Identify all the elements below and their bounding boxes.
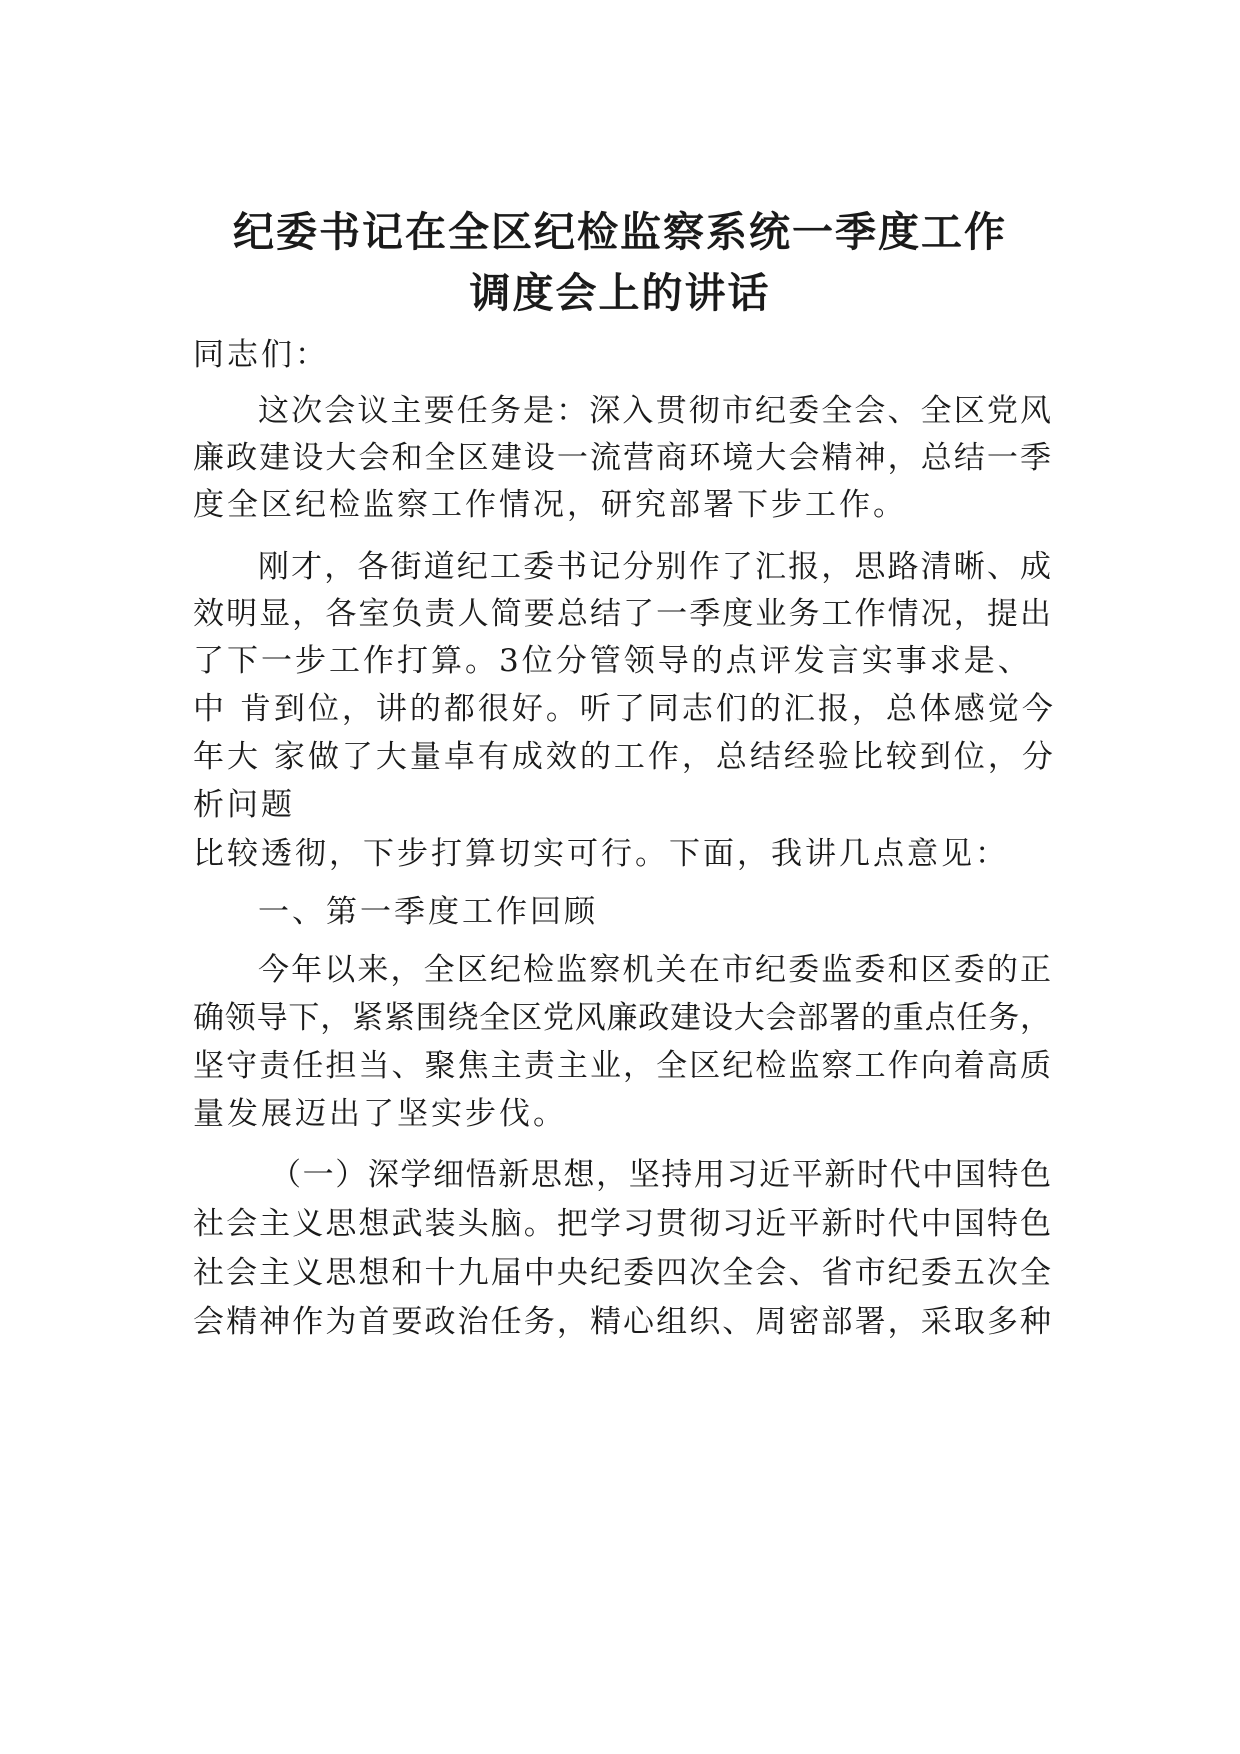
paragraph-line: 刚才，各街道纪工委书记分别作了汇报，思路清晰、成 bbox=[258, 549, 1051, 585]
paragraph-line: 度全区纪检监察工作情况，研究部署下步工作。 bbox=[193, 487, 907, 523]
paragraph-line: 会精神作为首要政治任务，精心组织、周密部署，采取多种 bbox=[193, 1304, 1051, 1340]
paragraph-line: 确领导下，紧紧围绕全区党风廉政建设大会部署的重点任务， bbox=[193, 1000, 1051, 1036]
paragraph-line: 了下一步工作打算。3位分管领导的点评发言实事求是、 bbox=[193, 643, 1032, 679]
document-title-line-2: 调度会上的讲话 bbox=[469, 269, 771, 317]
paragraph-line: 坚守责任担当、聚焦主责主业，全区纪检监察工作向着高质 bbox=[193, 1048, 1051, 1084]
paragraph-line: 年大 家做了大量卓有成效的工作，总结经验比较到位，分 bbox=[193, 739, 1056, 775]
salutation: 同志们： bbox=[193, 337, 329, 373]
paragraph-line: 比较透彻，下步打算切实可行。下面，我讲几点意见： bbox=[193, 836, 1009, 872]
paragraph-line: 效明显，各室负责人简要总结了一季度业务工作情况，提出 bbox=[193, 596, 1051, 632]
section-heading: 一、第一季度工作回顾 bbox=[258, 894, 598, 930]
document-title-line-1: 纪委书记在全区纪检监察系统一季度工作 bbox=[233, 208, 1007, 256]
paragraph-line: 这次会议主要任务是：深入贯彻市纪委全会、全区党风 bbox=[258, 393, 1051, 429]
paragraph-line: 析问题 bbox=[193, 787, 295, 823]
paragraph-line: 今年以来，全区纪检监察机关在市纪委监委和区委的正 bbox=[258, 952, 1051, 988]
paragraph-line: 社会主义思想武装头脑。把学习贯彻习近平新时代中国特色 bbox=[193, 1206, 1051, 1242]
subsection-heading-line: （一）深学细悟新思想，坚持用习近平新时代中国特色 bbox=[270, 1157, 1051, 1193]
paragraph-line: 中 肯到位，讲的都很好。听了同志们的汇报，总体感觉今 bbox=[193, 691, 1056, 727]
paragraph-line: 量发展迈出了坚实步伐。 bbox=[193, 1096, 567, 1132]
paragraph-line: 廉政建设大会和全区建设一流营商环境大会精神，总结一季 bbox=[193, 440, 1051, 476]
paragraph-line: 社会主义思想和十九届中央纪委四次全会、省市纪委五次全 bbox=[193, 1255, 1051, 1291]
